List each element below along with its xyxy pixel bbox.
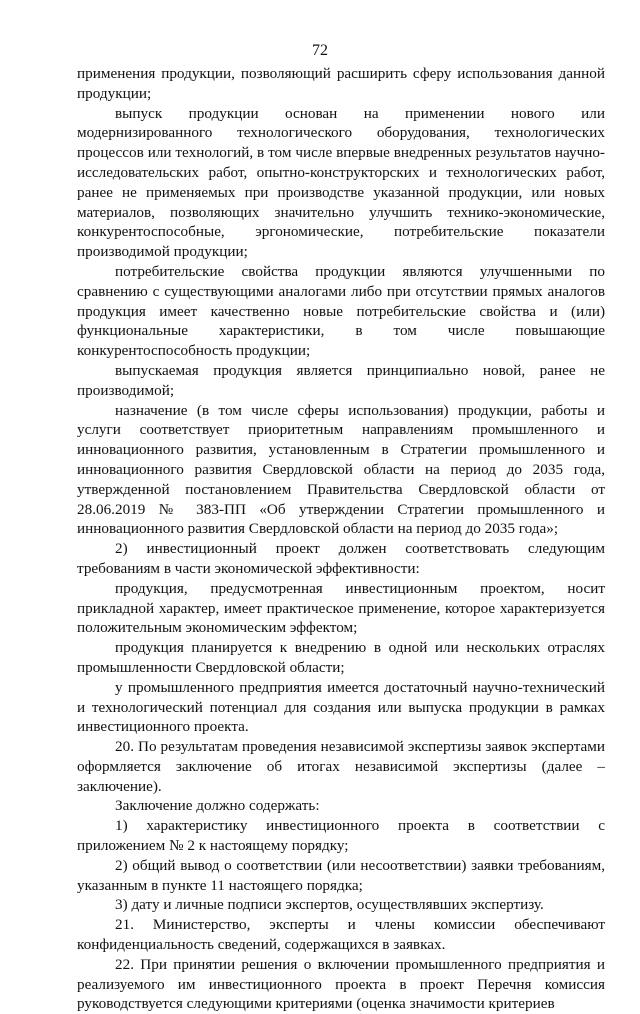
- paragraph: назначение (в том числе сферы использования) продукции, работы и услуги соответствует приоритетным направлениям промышленного и инновационного развития, установленным в Стратегии промышленного и инновационного развития Свердловской области на период до 2035 года, утвержденной постановлением Правительства Свердловской области от 28.06.2019 № 383-ПП «Об утверждении Стратегии промышленного и инновационного развития Свердловской области на период до 2035 года»;: [77, 401, 605, 538]
- document-body: [77, 64, 605, 1014]
- paragraph: потребительские свойства продукции являются улучшенными по сравнению с существующими аналогами либо при отсутствии прямых аналогов продукция имеет качественно новые потребительские свойства и (или) функциональные характеристики, в том числе повышающие конкурентоспособность продукции;: [77, 262, 605, 360]
- paragraph: 3) дату и личные подписи экспертов, осуществлявших экспертизу.: [115, 896, 544, 914]
- paragraph: продукция, предусмотренная инвестиционным проектом, носит прикладной характер, имеет практическое применение, которое характеризуется положительным экономическим эффектом;: [77, 579, 605, 637]
- paragraph: применения продукции, позволяющий расширить сферу использования данной продукции;: [77, 65, 605, 102]
- paragraph: 20. По результатам проведения независимой экспертизы заявок экспертами оформляется заключение об итогах независимой экспертизы (далее – заключение).: [77, 738, 605, 795]
- paragraph: у промышленного предприятия имеется достаточный научно-технический и технологический потенциал для создания или выпуска продукции в рамках инвестиционного проекта.: [77, 678, 605, 736]
- paragraph: Заключение должно содержать:: [115, 797, 320, 815]
- paragraph: продукция планируется к внедрению в одной или нескольких отраслях промышленности Свердловской области;: [77, 639, 605, 676]
- paragraph: 21. Министерство, эксперты и члены комиссии обеспечивают конфиденциальность сведений, содержащихся в заявках.: [77, 916, 605, 954]
- paragraph: 1) характеристику инвестиционного проекта в соответствии с приложением № 2 к настоящему порядку;: [77, 817, 605, 855]
- paragraph: 2) общий вывод о соответствии (или несоответствии) заявки требованиям, указанным в пункте 11 настоящего порядка;: [77, 856, 605, 894]
- paragraph: 2) инвестиционный проект должен соответствовать следующим требованиям в части экономической эффективности:: [77, 540, 605, 577]
- paragraph: 22. При принятии решения о включении промышленного предприятия и реализуемого им инвестиционного проекта в проект Перечня комиссия руководствуется следующими критериями (оценка значимости критериев: [77, 955, 605, 1013]
- paragraph: выпускаемая продукция является принципиально новой, ранее не производимой;: [77, 361, 605, 399]
- paragraph: выпуск продукции основан на применении нового или модернизированного технологического оборудования, технологических процессов или технологий, в том числе впервые внедренных результатов научно-исследовательских работ, опытно-конструкторских и технологических работ, ранее не применяемых при производстве указанной продукции, или новых материалов, позволяющих значительно улучшить технико-экономические, конкурентоспособные, эргономические, потребительские показатели производимой продукции;: [77, 104, 605, 261]
- page-number: 72: [312, 42, 328, 59]
